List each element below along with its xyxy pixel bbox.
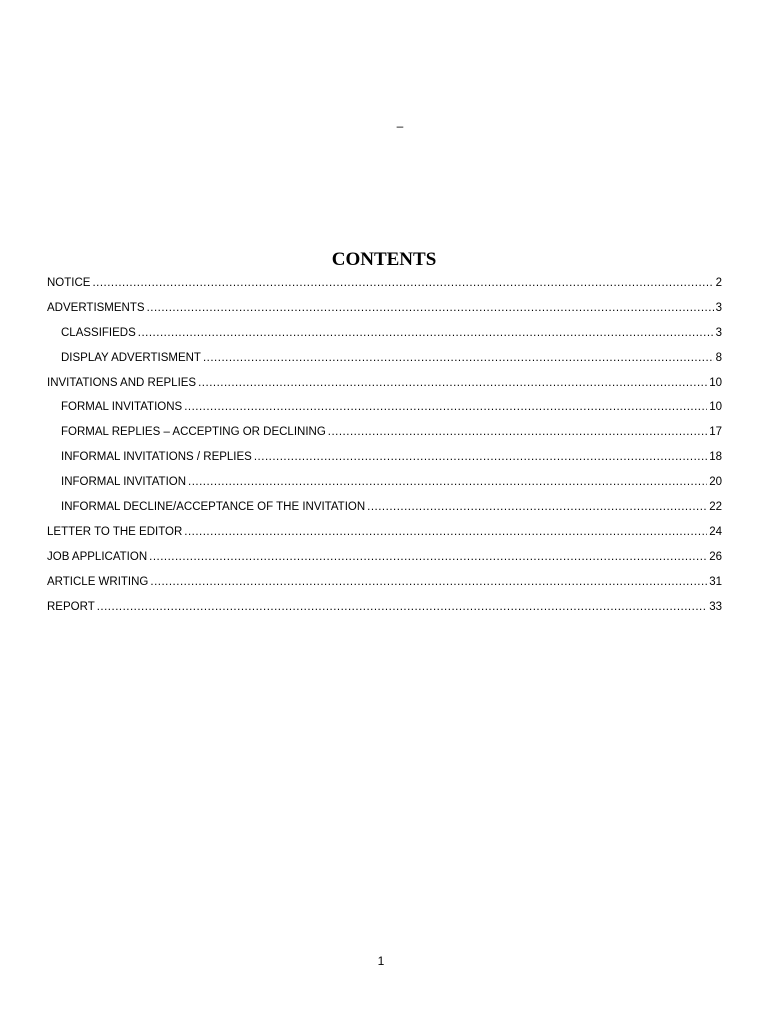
toc-entry-page: 17 xyxy=(709,426,722,439)
toc-entry-formal-invitations[interactable] xyxy=(47,400,722,425)
toc-dot-leader xyxy=(184,525,707,539)
toc-entry-page: 20 xyxy=(709,476,722,489)
toc-entry-page: 31 xyxy=(709,575,722,588)
toc-entry-page: 33 xyxy=(709,600,722,613)
toc-dot-leader xyxy=(367,500,707,514)
toc-entry-label: INFORMAL DECLINE/ACCEPTANCE OF THE INVITATION xyxy=(61,501,366,514)
toc-entry-label: LETTER TO THE EDITOR xyxy=(47,525,183,538)
toc-title: CONTENTS xyxy=(331,249,437,270)
toc-dot-leader xyxy=(150,575,707,589)
toc-dot-leader xyxy=(147,301,714,315)
toc-entry-page: 10 xyxy=(709,401,722,414)
toc-entry-display-advertisment[interactable] xyxy=(47,351,722,376)
toc-entry-label: INFORMAL INVITATION xyxy=(61,476,187,489)
toc-entry-invitations-and-replies[interactable] xyxy=(47,376,722,401)
toc-entry-notice[interactable] xyxy=(47,276,722,301)
toc-entry-label: INVITATIONS AND REPLIES xyxy=(47,376,197,389)
toc-entry-page: 18 xyxy=(709,451,722,464)
toc-entry-label: CLASSIFIEDS xyxy=(61,326,136,339)
toc-entry-page: 3 xyxy=(715,326,722,339)
toc-entry-formal-replies[interactable] xyxy=(47,425,722,450)
toc-entry-label: NOTICE xyxy=(47,277,91,289)
toc-entry-classifieds[interactable] xyxy=(47,326,722,351)
toc-entry-label: REPORT xyxy=(47,600,95,613)
toc-entry-label: JOB APPLICATION xyxy=(47,550,148,563)
toc-entry-label: ARTICLE WRITING xyxy=(47,575,149,588)
toc-entry-informal-decline-acceptance[interactable] xyxy=(47,500,722,525)
header-dash: – xyxy=(396,119,404,133)
toc-entry-informal-invitation[interactable] xyxy=(47,475,722,500)
toc-entry-label: ADVERTISMENTS xyxy=(47,301,145,314)
toc-dot-leader xyxy=(203,351,714,365)
toc-entry-job-application[interactable] xyxy=(47,550,722,575)
toc-dot-leader xyxy=(198,376,707,390)
toc-entry-page: 24 xyxy=(709,525,722,538)
page-number: 1 xyxy=(377,954,385,968)
toc-entry-label: INFORMAL INVITATIONS / REPLIES xyxy=(61,451,252,464)
toc-dot-leader xyxy=(188,475,707,489)
toc-entry-letter-to-the-editor[interactable] xyxy=(47,525,722,550)
toc-entry-label: DISPLAY ADVERTISMENT xyxy=(61,351,201,364)
toc-entry-advertisments[interactable] xyxy=(47,301,722,326)
toc-dot-leader xyxy=(328,425,707,439)
toc-entry-page: 22 xyxy=(709,501,722,514)
toc-dot-leader xyxy=(92,276,713,290)
toc-entry-report[interactable] xyxy=(47,600,722,625)
toc-entry-informal-invitations-replies[interactable] xyxy=(47,450,722,475)
toc-dot-leader xyxy=(149,550,707,564)
toc-entry-page: 2 xyxy=(715,277,722,289)
toc-entry-page: 8 xyxy=(715,351,722,364)
toc-dot-leader xyxy=(254,450,707,464)
toc-entry-label: FORMAL REPLIES – ACCEPTING OR DECLINING xyxy=(61,426,326,439)
toc-entry-page: 3 xyxy=(715,301,722,314)
table-of-contents xyxy=(47,276,722,624)
toc-dot-leader xyxy=(184,400,707,414)
toc-entry-page: 26 xyxy=(709,550,722,563)
toc-entry-article-writing[interactable] xyxy=(47,575,722,600)
toc-dot-leader xyxy=(97,600,707,614)
toc-dot-leader xyxy=(138,326,714,340)
toc-entry-page: 10 xyxy=(709,376,722,389)
toc-entry-label: FORMAL INVITATIONS xyxy=(61,401,183,414)
